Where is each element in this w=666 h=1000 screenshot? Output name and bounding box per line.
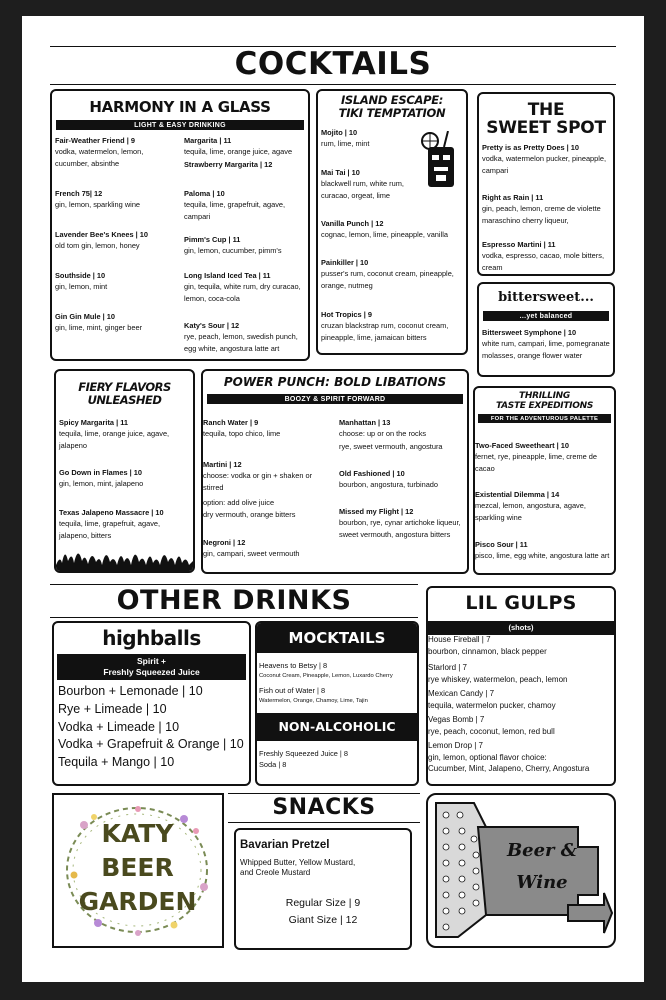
- menu-page: [22, 16, 644, 982]
- menu-item: Cucumber, Mint, Jalapeno, Cherry, Angostura: [428, 764, 590, 773]
- menu-item: Lemon Drop | 7 gin, lemon, optional flavor choice:: [428, 741, 547, 762]
- power-section: [201, 369, 469, 574]
- bittersweet-title: bittersweet...: [498, 290, 594, 305]
- menu-item: dry vermouth, orange bitters: [203, 510, 296, 519]
- mocktails-title: MOCKTAILS: [257, 623, 417, 653]
- beer-garden-logo: [52, 793, 224, 948]
- menu-item: option: add olive juice: [203, 498, 275, 507]
- menu-item: Starlord | 7 rye whiskey, watermelon, peach, lemon: [428, 663, 568, 684]
- list-item: Rye + Limeade | 10: [58, 701, 167, 716]
- harmony-subtitle: LIGHT & EASY DRINKING: [56, 120, 304, 130]
- thrilling-title: THRILLING: [519, 391, 570, 401]
- non-alcoholic-title: NON-ALCOHOLIC: [257, 713, 417, 741]
- mocktails-section: [255, 621, 419, 786]
- divider: [50, 84, 616, 85]
- menu-item: Pisco Sour | 11 pisco, lime, egg white, angostura latte art: [475, 540, 610, 561]
- sweet-spot-title: THE: [527, 100, 565, 120]
- menu-item: Fish out of Water | 8 Watermelon, Orange, Chamoy, Lime, Tajin: [259, 686, 368, 704]
- highballs-title: highballs: [102, 626, 201, 650]
- divider: [228, 822, 420, 823]
- menu-item: Vanilla Punch | 12 cognac, lemon, lime, pineapple, vanilla: [321, 219, 448, 240]
- menu-item: Right as Rain | 11 gin, peach, lemon, creme de violette maraschino cherry liqueur,: [482, 193, 601, 225]
- menu-item: Old Fashioned | 10 bourbon, angostura, turbinado: [339, 469, 439, 490]
- menu-item: Spicy Margarita | 11 tequila, lime, orange juice, agave, jalapeno: [59, 418, 170, 450]
- island-title: TIKI TEMPTATION: [338, 105, 446, 120]
- power-title: POWER PUNCH: BOLD LIBATIONS: [223, 375, 447, 389]
- beer-garden-wordmark: KATY BEER GARDEN: [78, 819, 197, 916]
- snacks-section: [234, 828, 412, 950]
- list-item: Vodka + Grapefruit & Orange | 10: [58, 737, 244, 752]
- list-item: Bourbon + Lemonade | 10: [58, 684, 203, 698]
- list-item: Vodka + Limeade | 10: [58, 719, 180, 734]
- lil-gulps-title: LIL GULPS: [465, 592, 577, 614]
- highballs-section: [52, 621, 251, 786]
- lil-gulps-section: [426, 586, 616, 786]
- menu-item: Negroni | 12 gin, campari, sweet vermouth: [203, 538, 300, 559]
- menu-item: Bittersweet Symphone | 10 white rum, campari, lime, pomegranate molasses, orange flower water: [482, 328, 610, 360]
- snack-description: Whipped Butter, Yellow Mustard, and Creole Mustard: [240, 858, 356, 877]
- lil-gulps-subtitle: (shots): [428, 621, 614, 635]
- divider: [50, 617, 418, 618]
- menu-item: Painkiller | 10 pusser's rum, coconut cream, pineapple, orange, nutmeg: [321, 258, 454, 290]
- menu-item: Gin Gin Mule | 10 gin, lime, mint, ginger beer: [55, 312, 143, 333]
- snack-sizes: [236, 895, 410, 929]
- beer-wine-sign: [426, 793, 616, 948]
- island-section: [316, 89, 468, 355]
- thrilling-subtitle: FOR THE ADVENTUROUS PALETTE: [478, 414, 611, 423]
- snack-name: Bavarian Pretzel: [240, 839, 330, 851]
- menu-item: Mexican Candy | 7 tequila, watermelon pucker, chamoy: [428, 689, 556, 710]
- beer-wine-text: Beer & Wine: [506, 840, 578, 893]
- harmony-section: [50, 89, 310, 361]
- harmony-title: HARMONY IN A GLASS: [89, 98, 271, 116]
- menu-item: Missed my Flight | 12 bourbon, rye, cynar artichoke liqueur, sweet vermouth, angostura bitters: [339, 507, 461, 539]
- menu-item: Margarita | 11 tequila, lime, orange juice, agave: [184, 136, 293, 157]
- list-item: Giant Size | 12: [288, 914, 358, 926]
- menu-item: Ranch Water | 9 tequila, topo chico, lime: [203, 418, 281, 439]
- menu-item: Freshly Squeezed Juice | 8 Soda | 8: [259, 749, 349, 769]
- menu-item: Heavens to Betsy | 8 Coconut Cream, Pineapple, Lemon, Luxardo Cherry: [259, 661, 393, 679]
- fiery-title: UNLEASHED: [87, 392, 162, 407]
- other-drinks-header: OTHER DRINKS: [116, 585, 352, 616]
- menu-item: Manhattan | 13 choose: up or on the rocks: [339, 418, 427, 439]
- menu-item: Long Island Iced Tea | 11 gin, tequila, white rum, dry curacao, lemon, coca-cola: [184, 271, 301, 303]
- island-title: ISLAND ESCAPE:: [340, 93, 444, 107]
- cocktails-header: COCKTAILS: [234, 46, 432, 82]
- menu-item: Lavender Bee's Knees | 10 old tom gin, lemon, honey: [55, 230, 148, 251]
- list-item: Regular Size | 9: [285, 897, 361, 909]
- menu-item: Mai Tai | 10 blackwell rum, white rum, curacao, orgeat, lime: [321, 168, 404, 200]
- menu-item: Fair-Weather Friend | 9 vodka, watermelon, lemon, cucumber, absinthe: [55, 136, 144, 168]
- power-subtitle: BOOZY & SPIRIT FORWARD: [207, 394, 463, 404]
- menu-item: Go Down in Flames | 10 gin, lemon, mint, jalapeno: [59, 468, 144, 489]
- fiery-title: FIERY FLAVORS: [78, 380, 171, 394]
- menu-item: Pimm's Cup | 11 gin, lemon, cucumber, pimm's: [184, 235, 282, 256]
- menu-item: Katy's Sour | 12 rye, peach, lemon, swedish punch, egg white, angostura latte art: [184, 321, 298, 353]
- menu-item: rye, sweet vermouth, angostura: [339, 442, 443, 451]
- bittersweet-subtitle: ...yet balanced: [483, 311, 609, 321]
- menu-item: Strawberry Margarita | 12: [184, 160, 273, 169]
- thrilling-title: TASTE EXPEDITIONS: [495, 401, 593, 411]
- menu-item: Hot Tropics | 9 cruzan blackstrap rum, coconut cream, pineapple, lime, jamaican bitters: [321, 310, 449, 342]
- menu-item: Martini | 12 choose: vodka or gin + shaken or stirred: [203, 460, 313, 492]
- bittersweet-section: [477, 282, 615, 377]
- highballs-subtitle: Spirit + Freshly Squeezed Juice: [57, 654, 246, 680]
- sweet-spot-section: [477, 92, 615, 276]
- fiery-section: [54, 369, 195, 573]
- menu-item: Texas Jalapeno Massacre | 10 tequila, lime, grapefruit, agave, jalapeno, bitters: [59, 508, 164, 540]
- menu-item: Paloma | 10 tequila, lime, grapefruit, agave, campari: [184, 189, 286, 221]
- menu-item: House Fireball | 7 bourbon, cinnamon, black pepper: [428, 635, 547, 656]
- thrilling-section: [473, 386, 616, 575]
- menu-item: Two-Faced Sweetheart | 10 fernet, rye, pineapple, lime, creme de cacao: [475, 441, 598, 473]
- menu-item: Existential Dilemma | 14 mezcal, lemon, angostura, agave, sparkling wine: [475, 490, 586, 522]
- menu-item: Pretty is as Pretty Does | 10 vodka, watermelon pucker, pineapple, campari: [482, 143, 607, 175]
- flames-icon: [56, 543, 193, 573]
- menu-item: Mojito | 10 rum, lime, mint: [321, 128, 370, 149]
- sweet-spot-title: SWEET SPOT: [486, 118, 606, 138]
- list-item: Tequila + Mango | 10: [58, 755, 175, 769]
- snacks-header: SNACKS: [272, 795, 376, 820]
- highballs-list: [58, 683, 244, 772]
- menu-item: Espresso Martini | 11 vodka, espresso, cacao, mole bitters, cream: [482, 240, 605, 272]
- menu-item: Vegas Bomb | 7 rye, peach, coconut, lemon, red bull: [428, 715, 555, 736]
- menu-item: Southside | 10 gin, lemon, mint: [55, 271, 108, 292]
- menu-item: French 75| 12 gin, lemon, sparkling wine: [55, 189, 141, 210]
